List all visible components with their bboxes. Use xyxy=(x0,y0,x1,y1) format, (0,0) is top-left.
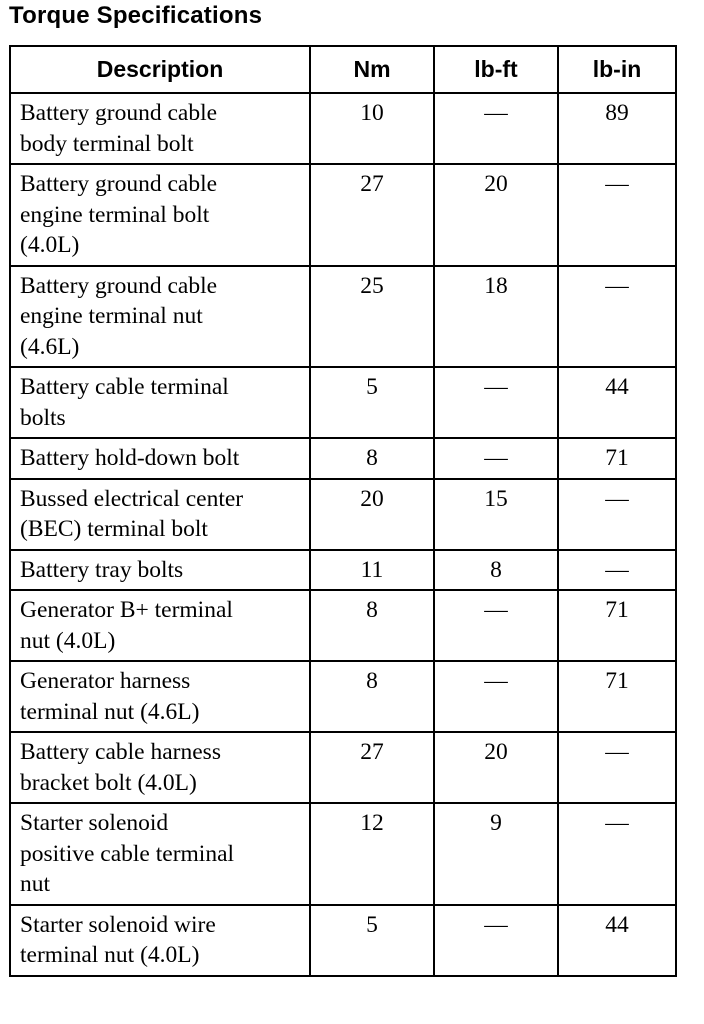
table-row xyxy=(10,479,676,550)
column-header-lb-in: lb-in xyxy=(558,46,676,93)
table-row xyxy=(10,732,676,803)
lb-in-cell: — xyxy=(558,550,676,591)
nm-cell: 20 xyxy=(310,479,434,550)
lb-ft-cell: 20 xyxy=(434,732,558,803)
lb-in-cell: 71 xyxy=(558,661,676,732)
lb-ft-cell: — xyxy=(434,438,558,479)
description-cell: Battery cable terminal bolts xyxy=(10,367,310,438)
table-row xyxy=(10,164,676,266)
lb-in-cell: 89 xyxy=(558,93,676,164)
nm-cell: 27 xyxy=(310,164,434,266)
description-cell: Battery ground cable engine terminal bolt (4.0L) xyxy=(10,164,310,266)
lb-in-cell: 44 xyxy=(558,367,676,438)
lb-ft-cell: 15 xyxy=(434,479,558,550)
description-cell: Starter solenoid positive cable terminal nut xyxy=(10,803,310,905)
column-header-lb-ft: lb-ft xyxy=(434,46,558,93)
table-row xyxy=(10,905,676,976)
description-cell: Generator harness terminal nut (4.6L) xyxy=(10,661,310,732)
nm-cell: 11 xyxy=(310,550,434,591)
table-row xyxy=(10,550,676,591)
lb-ft-cell: — xyxy=(434,590,558,661)
lb-ft-cell: 18 xyxy=(434,266,558,368)
torque-spec-table xyxy=(9,45,677,977)
page-title: Torque Specifications xyxy=(9,2,263,29)
description-cell: Battery hold-down bolt xyxy=(10,438,310,479)
lb-in-cell: 71 xyxy=(558,590,676,661)
nm-cell: 8 xyxy=(310,438,434,479)
nm-cell: 12 xyxy=(310,803,434,905)
description-cell: Generator B+ terminal nut (4.0L) xyxy=(10,590,310,661)
lb-ft-cell: — xyxy=(434,661,558,732)
table-row xyxy=(10,266,676,368)
nm-cell: 10 xyxy=(310,93,434,164)
lb-ft-cell: 20 xyxy=(434,164,558,266)
table-header-row xyxy=(10,46,676,93)
lb-in-cell: 71 xyxy=(558,438,676,479)
description-cell: Battery ground cable engine terminal nut (4.6L) xyxy=(10,266,310,368)
description-cell: Bussed electrical center (BEC) terminal bolt xyxy=(10,479,310,550)
description-cell: Starter solenoid wire terminal nut (4.0L) xyxy=(10,905,310,976)
column-header-nm: Nm xyxy=(310,46,434,93)
table-row xyxy=(10,93,676,164)
table-row xyxy=(10,661,676,732)
nm-cell: 8 xyxy=(310,661,434,732)
lb-in-cell: — xyxy=(558,732,676,803)
lb-ft-cell: 9 xyxy=(434,803,558,905)
description-cell: Battery cable harness bracket bolt (4.0L) xyxy=(10,732,310,803)
lb-ft-cell: 8 xyxy=(434,550,558,591)
lb-in-cell: — xyxy=(558,803,676,905)
lb-ft-cell: — xyxy=(434,93,558,164)
lb-in-cell: — xyxy=(558,266,676,368)
nm-cell: 5 xyxy=(310,367,434,438)
lb-ft-cell: — xyxy=(434,367,558,438)
column-header-description: Description xyxy=(10,46,310,93)
nm-cell: 5 xyxy=(310,905,434,976)
table-body xyxy=(10,93,676,976)
table-row xyxy=(10,590,676,661)
lb-in-cell: — xyxy=(558,479,676,550)
table-row xyxy=(10,438,676,479)
table-row xyxy=(10,367,676,438)
description-cell: Battery tray bolts xyxy=(10,550,310,591)
nm-cell: 25 xyxy=(310,266,434,368)
lb-in-cell: 44 xyxy=(558,905,676,976)
nm-cell: 8 xyxy=(310,590,434,661)
description-cell: Battery ground cable body terminal bolt xyxy=(10,93,310,164)
table-row xyxy=(10,803,676,905)
lb-in-cell: — xyxy=(558,164,676,266)
nm-cell: 27 xyxy=(310,732,434,803)
lb-ft-cell: — xyxy=(434,905,558,976)
